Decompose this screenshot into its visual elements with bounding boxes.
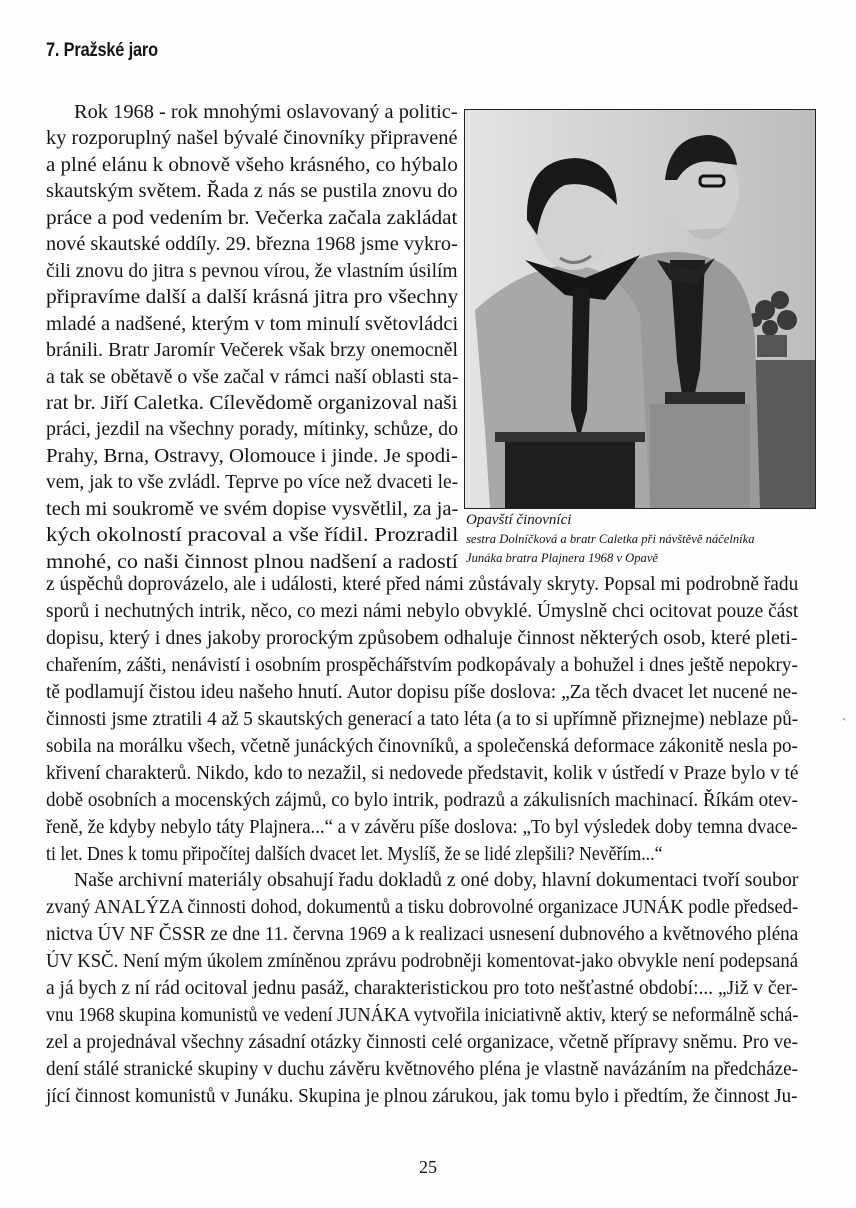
text-line: vem, jak to vše zvládl. Teprve po více než dvaceti le- [46,472,459,494]
text-line: nictva ÚV NF ČSSR ze dne 11. června 1969 a k realizaci usnesení dubnového a květnového pléna [46,924,799,946]
text-line: chařením, zášti, nenávistí i osobním prospěchářstvím podkopávaly a bohužel i dnes ještě nepokry- [46,654,798,676]
text-line: řeně, že kdyby nebylo táty Plajnera...“ a v závěru píše doslova: „To byl výsledek doby temna dvace- [46,816,798,838]
text-line: dopisu, který i dnes jakoby prorockým způsobem odhaluje činnost některých osob, které pleti- [46,627,798,649]
page-number: 25 [419,1157,437,1177]
photo-caption-line: Junáka bratra Plajnera 1968 v Opavě [466,551,659,565]
text-line: a já bych z ní rád ocitoval jednu pasáž, charakteristickou pro toto nešťastné období:... „Již v čer- [46,978,798,1000]
text-line: Naše archivní materiály obsahují řadu dokladů z oné doby, hlavní dokumentaci tvoří soubor [74,870,799,892]
text-line: tě podlamují čistou ideu našeho hnutí. Autor dopisu píše doslova: „Za těch dvacet let nucené ne- [46,681,798,703]
text-line: Prahy, Brna, Ostravy, Olomouce i jinde. Je spodi- [46,445,458,467]
text-line: sobila na morálku všech, včetně junáckých činovníků, a společenská deformace zákonitě nesla po- [46,735,798,757]
text-line: nové skautské oddíly. 29. března 1968 jsme vykro- [46,234,458,256]
chapter-title: 7. Pražské jaro [46,40,158,61]
text-line: práce a pod vedením br. Večerka začala zakládat [46,207,458,229]
photo-caption-line: sestra Dolníčková a bratr Caletka při návštěvě náčelníka [466,532,755,546]
scout-leaders-photo [464,109,816,509]
text-line: a plné elánu k obnově všeho krásného, co hýbalo [46,154,458,176]
text-line: dení stálé stranické skupiny v duchu závěru květnového pléna je vlastně navázáním na předcháze- [46,1059,799,1081]
text-line: mnohé, co naši činnost plnou nadšení a radostí [46,551,458,573]
text-line: kých okolností pracoval a vše řídil. Prozradil [46,525,459,547]
text-line: z úspěchů doprovázelo, ale i události, které před námi zůstávaly skryty. Popsal mi podrobně řadu [46,574,799,595]
text-line: činnosti jsme ztratili 4 až 5 skautských generací a tato léta (a to si upřímně přiznejme) neblaze pů- [46,708,799,730]
photo-image [465,110,815,508]
text-line: ky rozporuplný našel bývalé činovníky připravené [46,128,458,150]
text-line: křivení charakterů. Nikdo, kdo to nezažil, si nedovede představit, kolik v ústředí v Praze bylo v té [46,762,799,784]
text-line: době osobních a mocenských zájmů, co bylo intrik, podrazů a zákulisních machinací. Říkám otev- [46,789,798,811]
text-line: a tak se obětavě o vše začal v rámci naší oblasti sta- [46,366,459,388]
photo-caption-title: Opavští činovníci [466,512,572,528]
text-line: práci, jezdil na všechny porady, mítinky, schůze, do [46,419,459,441]
text-line: sporů i nechutných intrik, něco, co mezi námi nebylo obvyklé. Úmyslně chci ocitovat pouze část [46,600,799,622]
text-line: zvaný ANALÝZA činnosti dohod, dokumentů a tisku dobrovolné organizace JUNÁK podle předsed- [46,897,799,919]
text-line: bránili. Bratr Jaromír Večerek však brzy onemocněl [46,340,459,362]
text-line: ÚV KSČ. Není mým úkolem zmíněnou zprávu podrobněji komentovat-jako obvykle není podepsaná [46,951,798,973]
text-line: mladé a nadšené, kterým v tom minulí světovládci [46,313,459,335]
text-line: Rok 1968 - rok mnohými oslavovaný a politic- [74,102,458,123]
text-line: ti let. Dnes k tomu připočítej dalších dvacet let. Myslíš, že se lidé zlepšili? Nevěřím...“ [46,843,663,865]
text-line: připravíme další a další krásná jitra pro všechny [46,287,459,309]
text-line: čili znovu do jitra s pevnou vírou, že vlastním úsilím [46,260,458,282]
text-line: tech mi soukromě ve svém dopise vysvětlil, za ja- [46,498,459,520]
text-line: rat br. Jiří Caletka. Cílevědomě organizoval naši [46,392,458,414]
margin-mark: ` [842,717,847,732]
text-line: skautským světem. Řada z nás se pustila znovu do [46,181,458,203]
text-line: jící činnost komunistů v Junáku. Skupina je plnou zárukou, jak tomu bylo i předtím, že činnost Ju- [46,1086,798,1108]
text-line: vnu 1968 skupina komunistů ve vedení JUNÁKA vytvořila iniciativně aktiv, který se neformálně schá- [46,1005,799,1027]
text-line: zel a projednával všechny zásadní otázky činnosti celé organizace, včetně přípravy sněmu. Pro ve- [46,1032,798,1054]
